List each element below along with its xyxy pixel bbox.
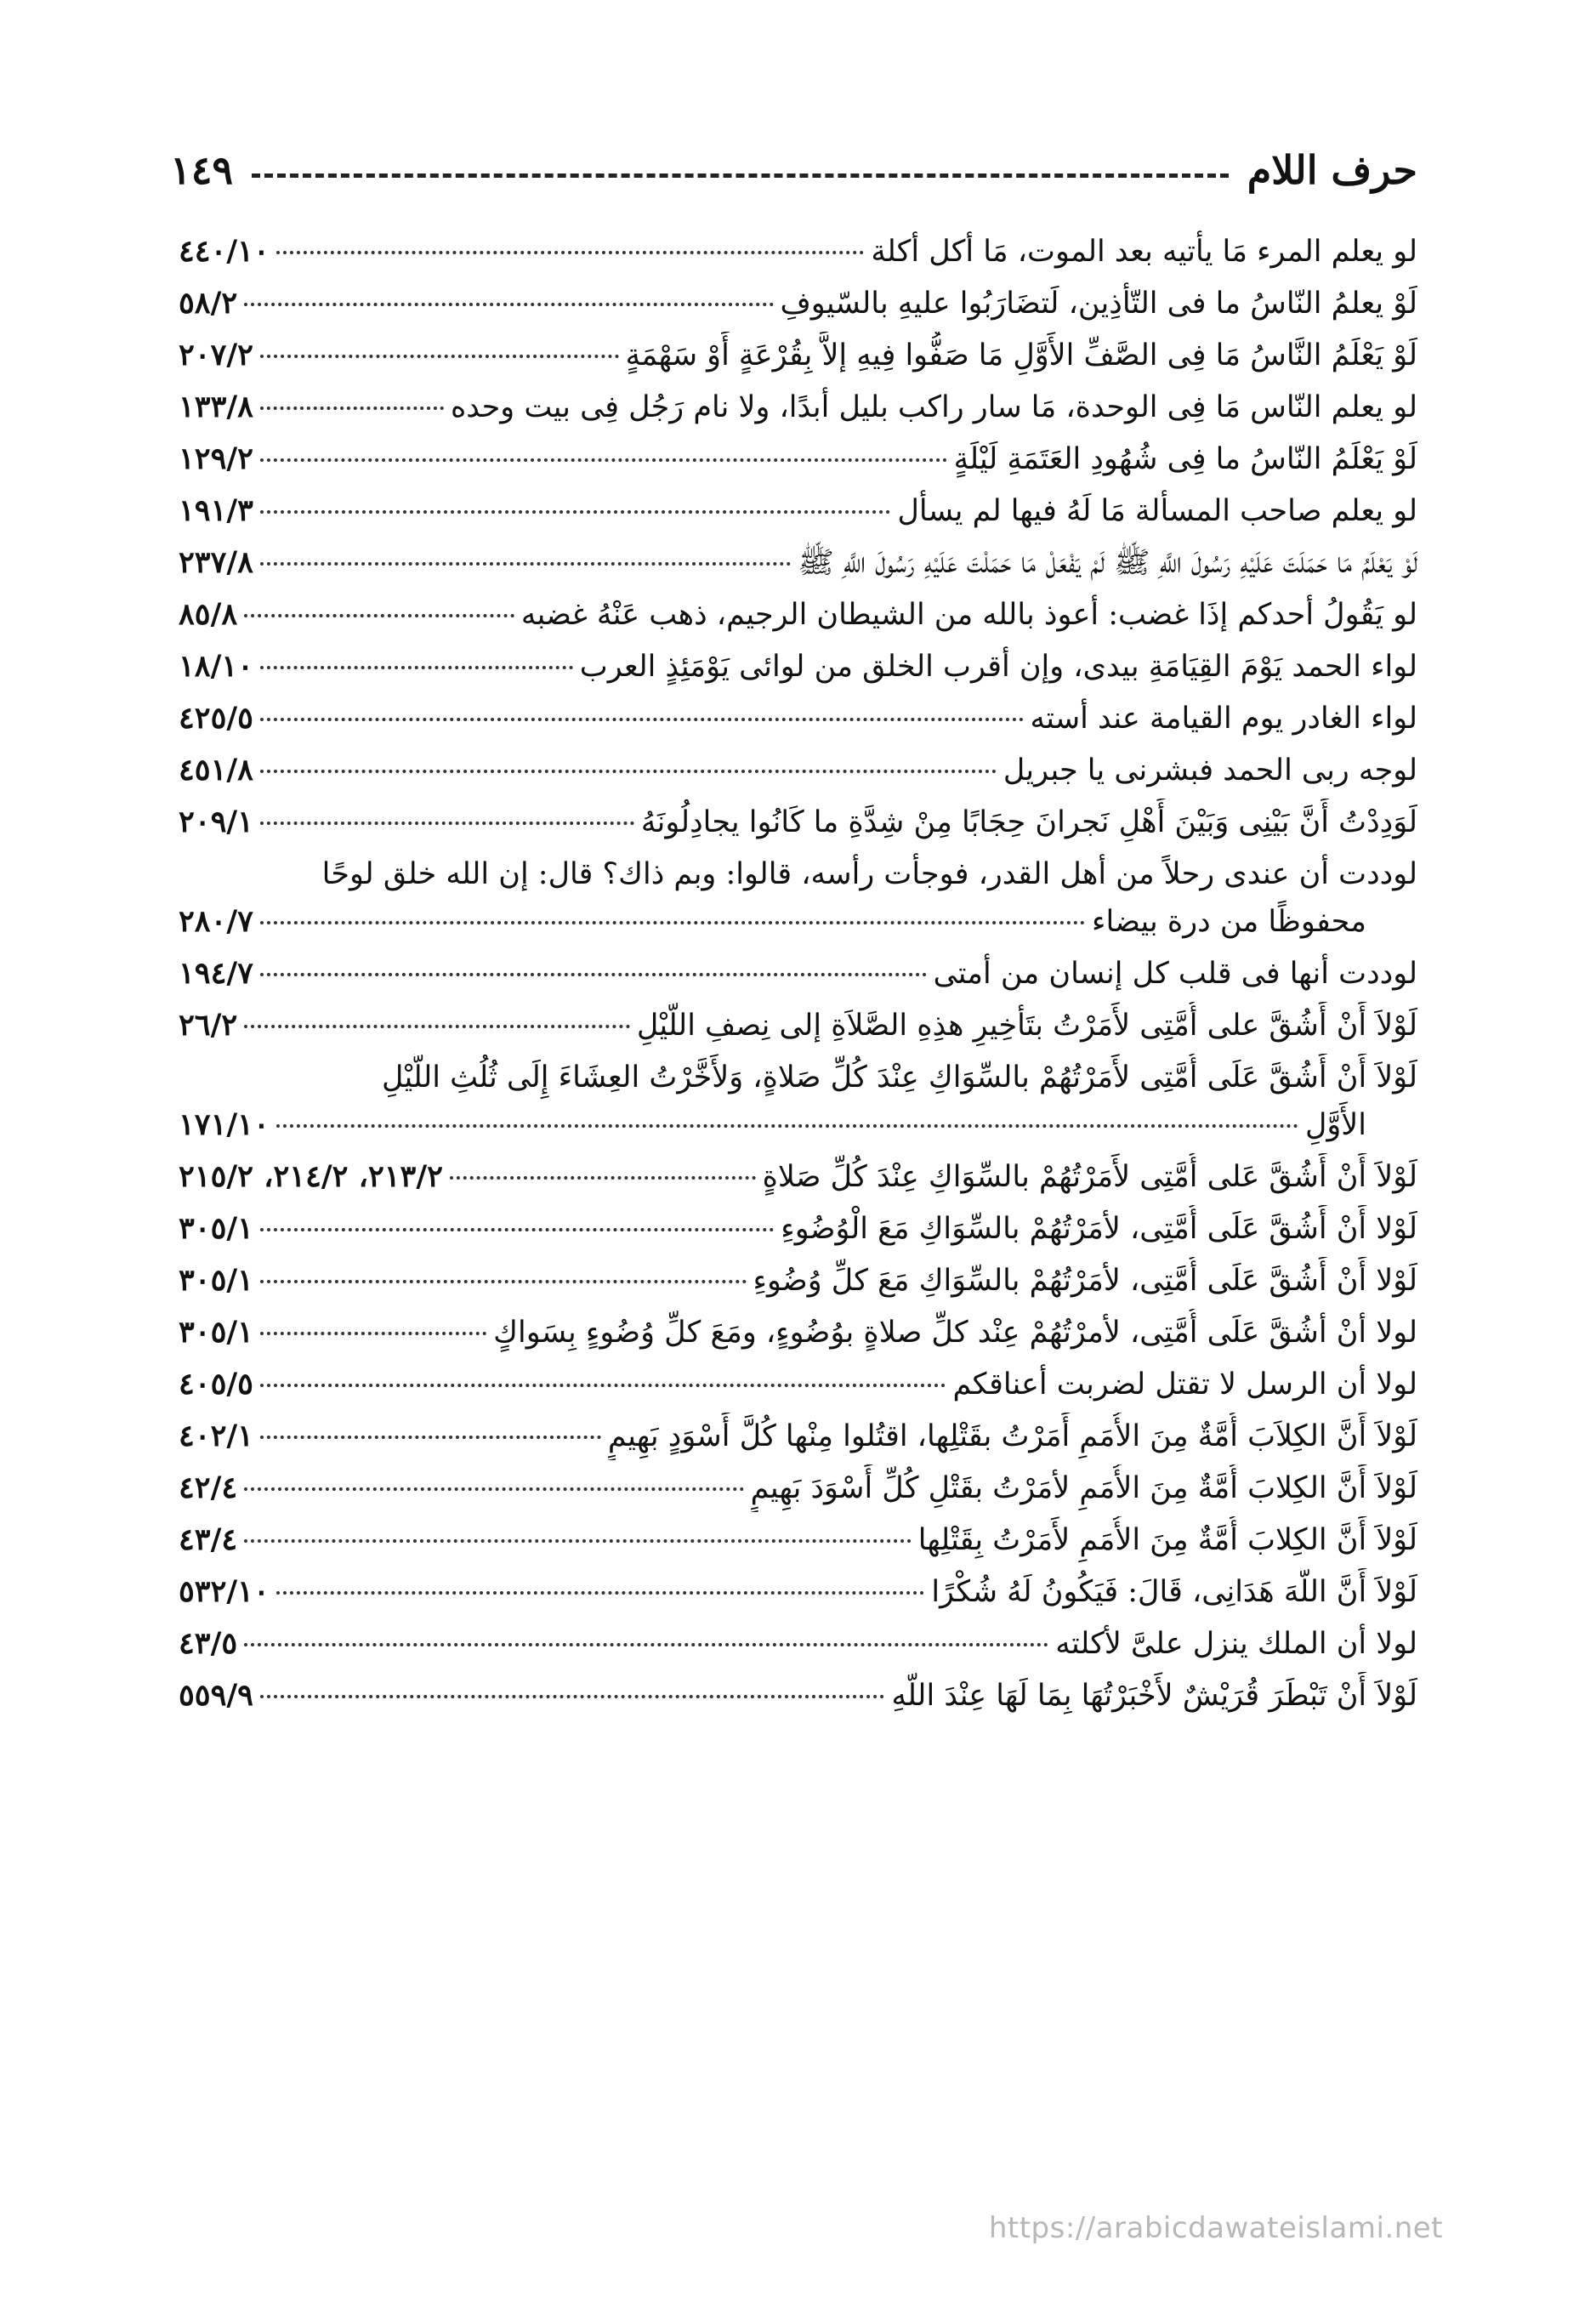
entry-text: لولا أن الرسل لا تقتل لضربت أعناقكم (952, 1368, 1417, 1402)
leader-dots (260, 822, 634, 825)
entry-reference: ٤٤٠/١٠ (179, 234, 270, 269)
index-entry (179, 1205, 1417, 1253)
entry-text: لَوْ يعلمُ النّاسُ ما فى التّأذِين، لَتضَارَبُوا عليهِ بالسّيوفِ (780, 287, 1417, 321)
index-entry (179, 1672, 1417, 1720)
entry-reference: ١٧١/١٠ (179, 1107, 270, 1142)
entry-reference: ١٣٣/٨ (179, 390, 253, 424)
leader-dots (260, 921, 1085, 924)
index-entry (179, 850, 1417, 946)
entry-reference: ٤٥١/٨ (179, 753, 253, 788)
leader-dots (276, 1124, 1298, 1128)
entry-text: لَوَدِدْتُ أَنَّ بَيْنِى وَبَيْنَ أَهْلِ نَجرانَ حِجَابًا مِنْ شِدَّةِ ما كَانُوا يجادِلُونَهُ (640, 805, 1417, 839)
entry-text: لَوْلاَ أَنَّ الكِلاَبَ أُمَّةٌ مِنَ الأُمَمِ أَمَرْتُ بقَتْلِها، اقتُلوا مِنْها كُلَّ أَسْوَدٍ بَهِيمٍ (607, 1419, 1417, 1453)
index-entry (179, 1153, 1417, 1201)
entry-reference: ٢٠٩/١ (179, 805, 253, 839)
index-entry (179, 1568, 1417, 1616)
entry-text: لو يعلم صاحب المسألة مَا لَهُ فيها لم يسأل (897, 494, 1417, 528)
page-header (170, 136, 1417, 204)
entry-text: لَوْلاَ أَنَّ الكِلابَ أُمَّةٌ مِنَ الأُمَمِ لأمَرْتُ بقَتْلِ كُلِّ أَسْوَدَ بَهِيمٍ (750, 1471, 1417, 1505)
index-entry (179, 591, 1417, 639)
entry-text: لَوْلاَ أَنَّ الكِلابَ أُمَّةٌ مِنَ الأُمَمِ لأَمَرْتُ بِقَتْلِها (917, 1523, 1417, 1557)
index-entry (179, 280, 1417, 327)
entry-reference: ٤٢٥/٥ (179, 701, 253, 736)
index-entries-list (179, 228, 1417, 1724)
leader-dots (260, 1280, 747, 1283)
entry-reference: ٥٥٩/٩ (179, 1678, 253, 1713)
entry-text: لولا أن الملك ينزل علىَّ لأكلته (1055, 1627, 1417, 1661)
leader-dots (260, 770, 997, 773)
entry-reference: ٥٨/٢ (179, 286, 238, 321)
entry-text-first-line: لوددت أن عندى رحلاً من أهل القدر، فوجأت رأسه، قالوا: وبم ذاك؟ قال: إن الله خلق لوحًا (321, 857, 1417, 891)
section-title: حرف اللام (1247, 147, 1417, 193)
entry-text: لَوْلا أَنْ أَشُقَّ عَلَى أُمَّتِى، لأمَرْتُهُمْ بالسِّوَاكِ مَعَ كلِّ وُضُوءِ (753, 1264, 1417, 1298)
entry-reference: ٢٣٧/٨ (179, 545, 253, 580)
index-entry (179, 1516, 1417, 1564)
entry-text: لَوْلاَ أَنْ أَشُقَّ على أُمَّتِى لأَمَرْتُ بتَأخِيرِ هذِهِ الصَّلاَةِ إلى نِصفِ اللَّيْلِ (636, 1009, 1417, 1043)
entry-reference: ٣٠٥/١ (179, 1211, 253, 1246)
entry-reference: ٢٠٧/٢ (179, 338, 253, 372)
entry-reference: ٣٠٥/١ (179, 1315, 253, 1350)
entry-reference: ٣٠٥/١ (179, 1263, 253, 1298)
index-entry (179, 1257, 1417, 1305)
entry-text: الأَوَّلِ (1304, 1108, 1366, 1142)
entry-text: لواء الحمد يَوْمَ القِيَامَةِ بيدى، وإن أقرب الخلق من لوائى يَوْمَئِذٍ العرب (579, 650, 1417, 684)
index-entry (179, 1620, 1417, 1668)
entry-reference: ٢٦/٢ (179, 1008, 238, 1043)
index-entry (179, 950, 1417, 998)
leader-dots (244, 1487, 743, 1491)
entry-reference: ٤٠٢/١ (179, 1419, 253, 1453)
entry-text: لَوْلاَ أَنْ أَشُقَّ عَلى أُمَّتِى لأَمَرْتُهُمْ بالسِّوَاكِ عِنْدَ كُلِّ صَلاةٍ (762, 1160, 1417, 1194)
index-entry (179, 487, 1417, 535)
leader-dots (260, 1436, 601, 1439)
leader-dots (260, 1228, 774, 1231)
index-entry (179, 539, 1417, 587)
watermark-url: https://arabicdawateislami.net (988, 2211, 1443, 2245)
leader-dots (260, 718, 1024, 721)
entry-text: لو يعلم المرء مَا يأتيه بعد الموت، مَا أكل أكلة (871, 235, 1417, 269)
leader-dots (244, 303, 773, 306)
entry-reference: ٤٢/٤ (179, 1470, 238, 1505)
index-entry (179, 1054, 1417, 1149)
index-entry (179, 1464, 1417, 1512)
index-entry (179, 228, 1417, 276)
index-entry (179, 799, 1417, 846)
leader-dots (260, 458, 947, 462)
entry-reference: ١٢٩/٢ (179, 441, 253, 476)
index-entry (179, 1413, 1417, 1460)
leader-dots (260, 562, 792, 566)
leader-dots (244, 614, 514, 617)
index-entry (179, 384, 1417, 431)
header-rule (252, 173, 1229, 178)
leader-dots (276, 251, 865, 254)
leader-dots (260, 355, 619, 358)
entry-reference: ١٩١/٣ (179, 493, 253, 528)
entry-text: لَوْ يَعْلَمُ النَّاسُ مَا فِى الصَّفِّ الأَوَّلِ مَا صَفُّوا فِيهِ إلاَّ بِقُرْعَةٍ أَوْ سَهْمَةٍ (625, 338, 1417, 372)
entry-text: لواء الغادر يوم القيامة عند أسته (1030, 702, 1417, 736)
entry-reference: ٢٨٠/٧ (179, 904, 253, 939)
leader-dots (244, 1643, 1048, 1646)
entry-text: لوجه ربى الحمد فبشرنى يا جبريل (1002, 753, 1417, 788)
leader-dots (450, 1176, 756, 1180)
entry-reference: ٤٠٥/٥ (179, 1367, 253, 1402)
index-entry (179, 747, 1417, 794)
entry-reference: ٤٣/٥ (179, 1626, 238, 1661)
entry-text: محفوظًا من درة بيضاء (1091, 905, 1366, 939)
index-entry (179, 1361, 1417, 1408)
index-entry (179, 1309, 1417, 1356)
leader-dots (244, 1539, 912, 1543)
entry-continuation-line (179, 1101, 1417, 1149)
leader-dots (260, 973, 927, 976)
entry-reference: ٥٣٢/١٠ (179, 1574, 270, 1609)
entry-reference: ١٨/١٠ (179, 649, 253, 684)
index-entry (179, 1002, 1417, 1049)
entry-reference: ٢١٣/٢، ٢١٤/٢، ٢١٥/٢ (179, 1159, 443, 1194)
index-entry (179, 643, 1417, 691)
entry-reference: ١٩٤/٧ (179, 956, 253, 991)
leader-dots (260, 1384, 946, 1387)
entry-text: لَوْلاَ أَنَّ اللَّهَ هَدَانِى، قَالَ: فَيَكُونُ لَهُ شُكْرًا (931, 1575, 1417, 1609)
index-entry (179, 435, 1417, 483)
entry-text: لو يَقُولُ أحدكم إذَا غضب: أعوذ بالله من الشيطان الرجيم، ذهب عَنْهُ غضبه (520, 598, 1417, 632)
entry-text: لوددت أنها فى قلب كل إنسان من أمتى (933, 957, 1417, 991)
entry-text: لَوْ يَعْلَمُ مَا حَمَلَتَ عَلَيْهِ رَسُولَ اللَّهِ ﷺ لَمْ يَفْعَلْ مَا حَمَلْتَ عَلَيْهِ رَسُولَ اللَّهِ ﷺ (798, 546, 1417, 580)
entry-text: لَوْ يَعْلَمُ النّاسُ ما فِى شُهُودِ العَتَمَةِ لَيْلَةٍ (953, 442, 1417, 476)
entry-reference: ٨٥/٨ (179, 597, 238, 632)
leader-dots (244, 1025, 630, 1028)
leader-dots (260, 1695, 884, 1698)
entry-text: لَوْلاَ أَنْ تَبْطَرَ قُرَيْشٌ لأَخْبَرْتُهَا بِمَا لَهَا عِنْدَ اللَّهِ (891, 1679, 1417, 1713)
leader-dots (260, 1332, 486, 1335)
entry-text: لَوْلا أَنْ أَشُقَّ عَلَى أُمَّتِى، لأمَرْتُهُمْ بالسِّوَاكِ مَعَ الْوُضُوءِ (781, 1212, 1417, 1246)
entry-text-first-line: لَوْلاَ أَنْ أَشُقَّ عَلَى أُمَّتِى لأَمَرْتُهُمْ بالسِّوَاكِ عِنْدَ كُلِّ صَلاةٍ، وَلأَخَّرْتُ العِشَاءَ إِلَى ثُلُثِ اللَّيْلِ (381, 1060, 1417, 1095)
page-number: ١٤٩ (170, 147, 234, 193)
entry-text: لولا أنْ أشُقَّ عَلَى أُمَّتِى، لأمرْتُهُمْ عِنْد كلِّ صلاةٍ بوُضُوءٍ، ومَعَ كلِّ وُضُوءٍ بِسَواكٍ (493, 1316, 1417, 1350)
entry-continuation-line (179, 898, 1417, 946)
leader-dots (260, 407, 444, 410)
leader-dots (276, 1591, 925, 1595)
entry-reference: ٤٣/٤ (179, 1522, 238, 1557)
index-entry (179, 332, 1417, 379)
leader-dots (260, 666, 573, 669)
entry-text: لو يعلم النّاس مَا فِى الوحدة، مَا سار راكب بليل أبدًا، ولا نام رَجُل فِى بيت وحده (450, 390, 1417, 424)
index-entry (179, 695, 1417, 742)
leader-dots (260, 510, 890, 514)
